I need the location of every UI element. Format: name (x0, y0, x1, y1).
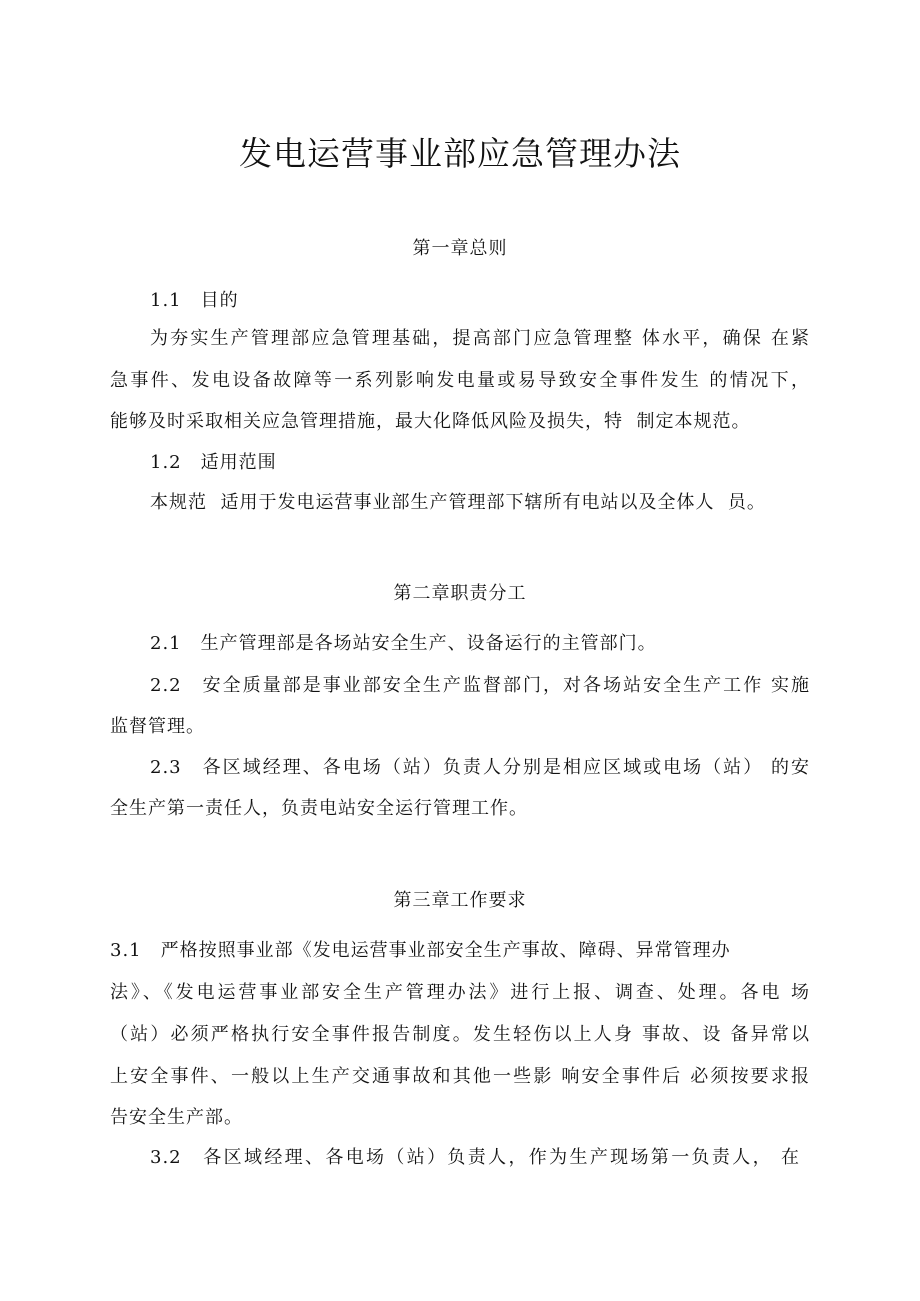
section-3-1-line-1: 3.1 严格按照事业部《发电运营事业部安全生产事故、障碍、异常管理办 (110, 940, 731, 961)
section-3-1-line-4: 上安全事件、一般以上生产交通事故和其他一些影 响安全事件后 必须按要求报 (110, 1066, 810, 1087)
paragraph-1-1-line-3: 能够及时采取相关应急管理措施，最大化降低风险及损失，特 制定本规范。 (110, 411, 751, 432)
chapter-3-heading: 第三章工作要求 (393, 890, 527, 911)
section-2-3-line-2: 全生产第一责任人，负责电站安全运行管理工作。 (110, 798, 528, 819)
section-3-1-line-3: （站）必须严格执行安全事件报告制度。发生轻伤以上人身 事故、设 备异常以 (110, 1024, 810, 1045)
section-1-1-heading: 1.1 目的 (150, 290, 239, 311)
section-2-2-line-2: 监督管理。 (110, 716, 205, 737)
document-title: 发电运营事业部应急管理办法 (239, 134, 681, 173)
section-2-2-line-1: 2.2 安全质量部是事业部安全生产监督部门，对各场站安全生产工作 实施 (150, 675, 810, 696)
paragraph-1-1-line-1: 为夯实生产管理部应急管理基础，提高部门应急管理整 体水平，确保 在紧 (150, 328, 810, 349)
section-3-1-line-2: 法》、《发电运营事业部安全生产管理办法》进行上报、调查、处理。各电 场 (110, 982, 810, 1003)
paragraph-1-1-line-2: 急事件、发电设备故障等一系列影响发电量或易导致安全事件发生 的情况下， (110, 370, 810, 391)
section-2-3-line-1: 2.3 各区域经理、各电场（站）负责人分别是相应区域或电场（站） 的安 (150, 757, 810, 778)
section-1-2-heading: 1.2 适用范围 (150, 452, 277, 473)
chapter-1-heading: 第一章总则 (412, 238, 508, 259)
section-3-2-line-1: 3.2 各区域经理、各电场（站）负责人，作为生产现场第一负责人， 在 (150, 1147, 800, 1168)
section-3-1-line-5: 告安全生产部。 (110, 1107, 243, 1128)
chapter-2-heading: 第二章职责分工 (393, 583, 527, 604)
paragraph-1-2: 本规范 适用于发电运营事业部生产管理部下辖所有电站以及全体人 员。 (150, 492, 766, 513)
section-2-1: 2.1 生产管理部是各场站安全生产、设备运行的主管部门。 (150, 633, 657, 654)
